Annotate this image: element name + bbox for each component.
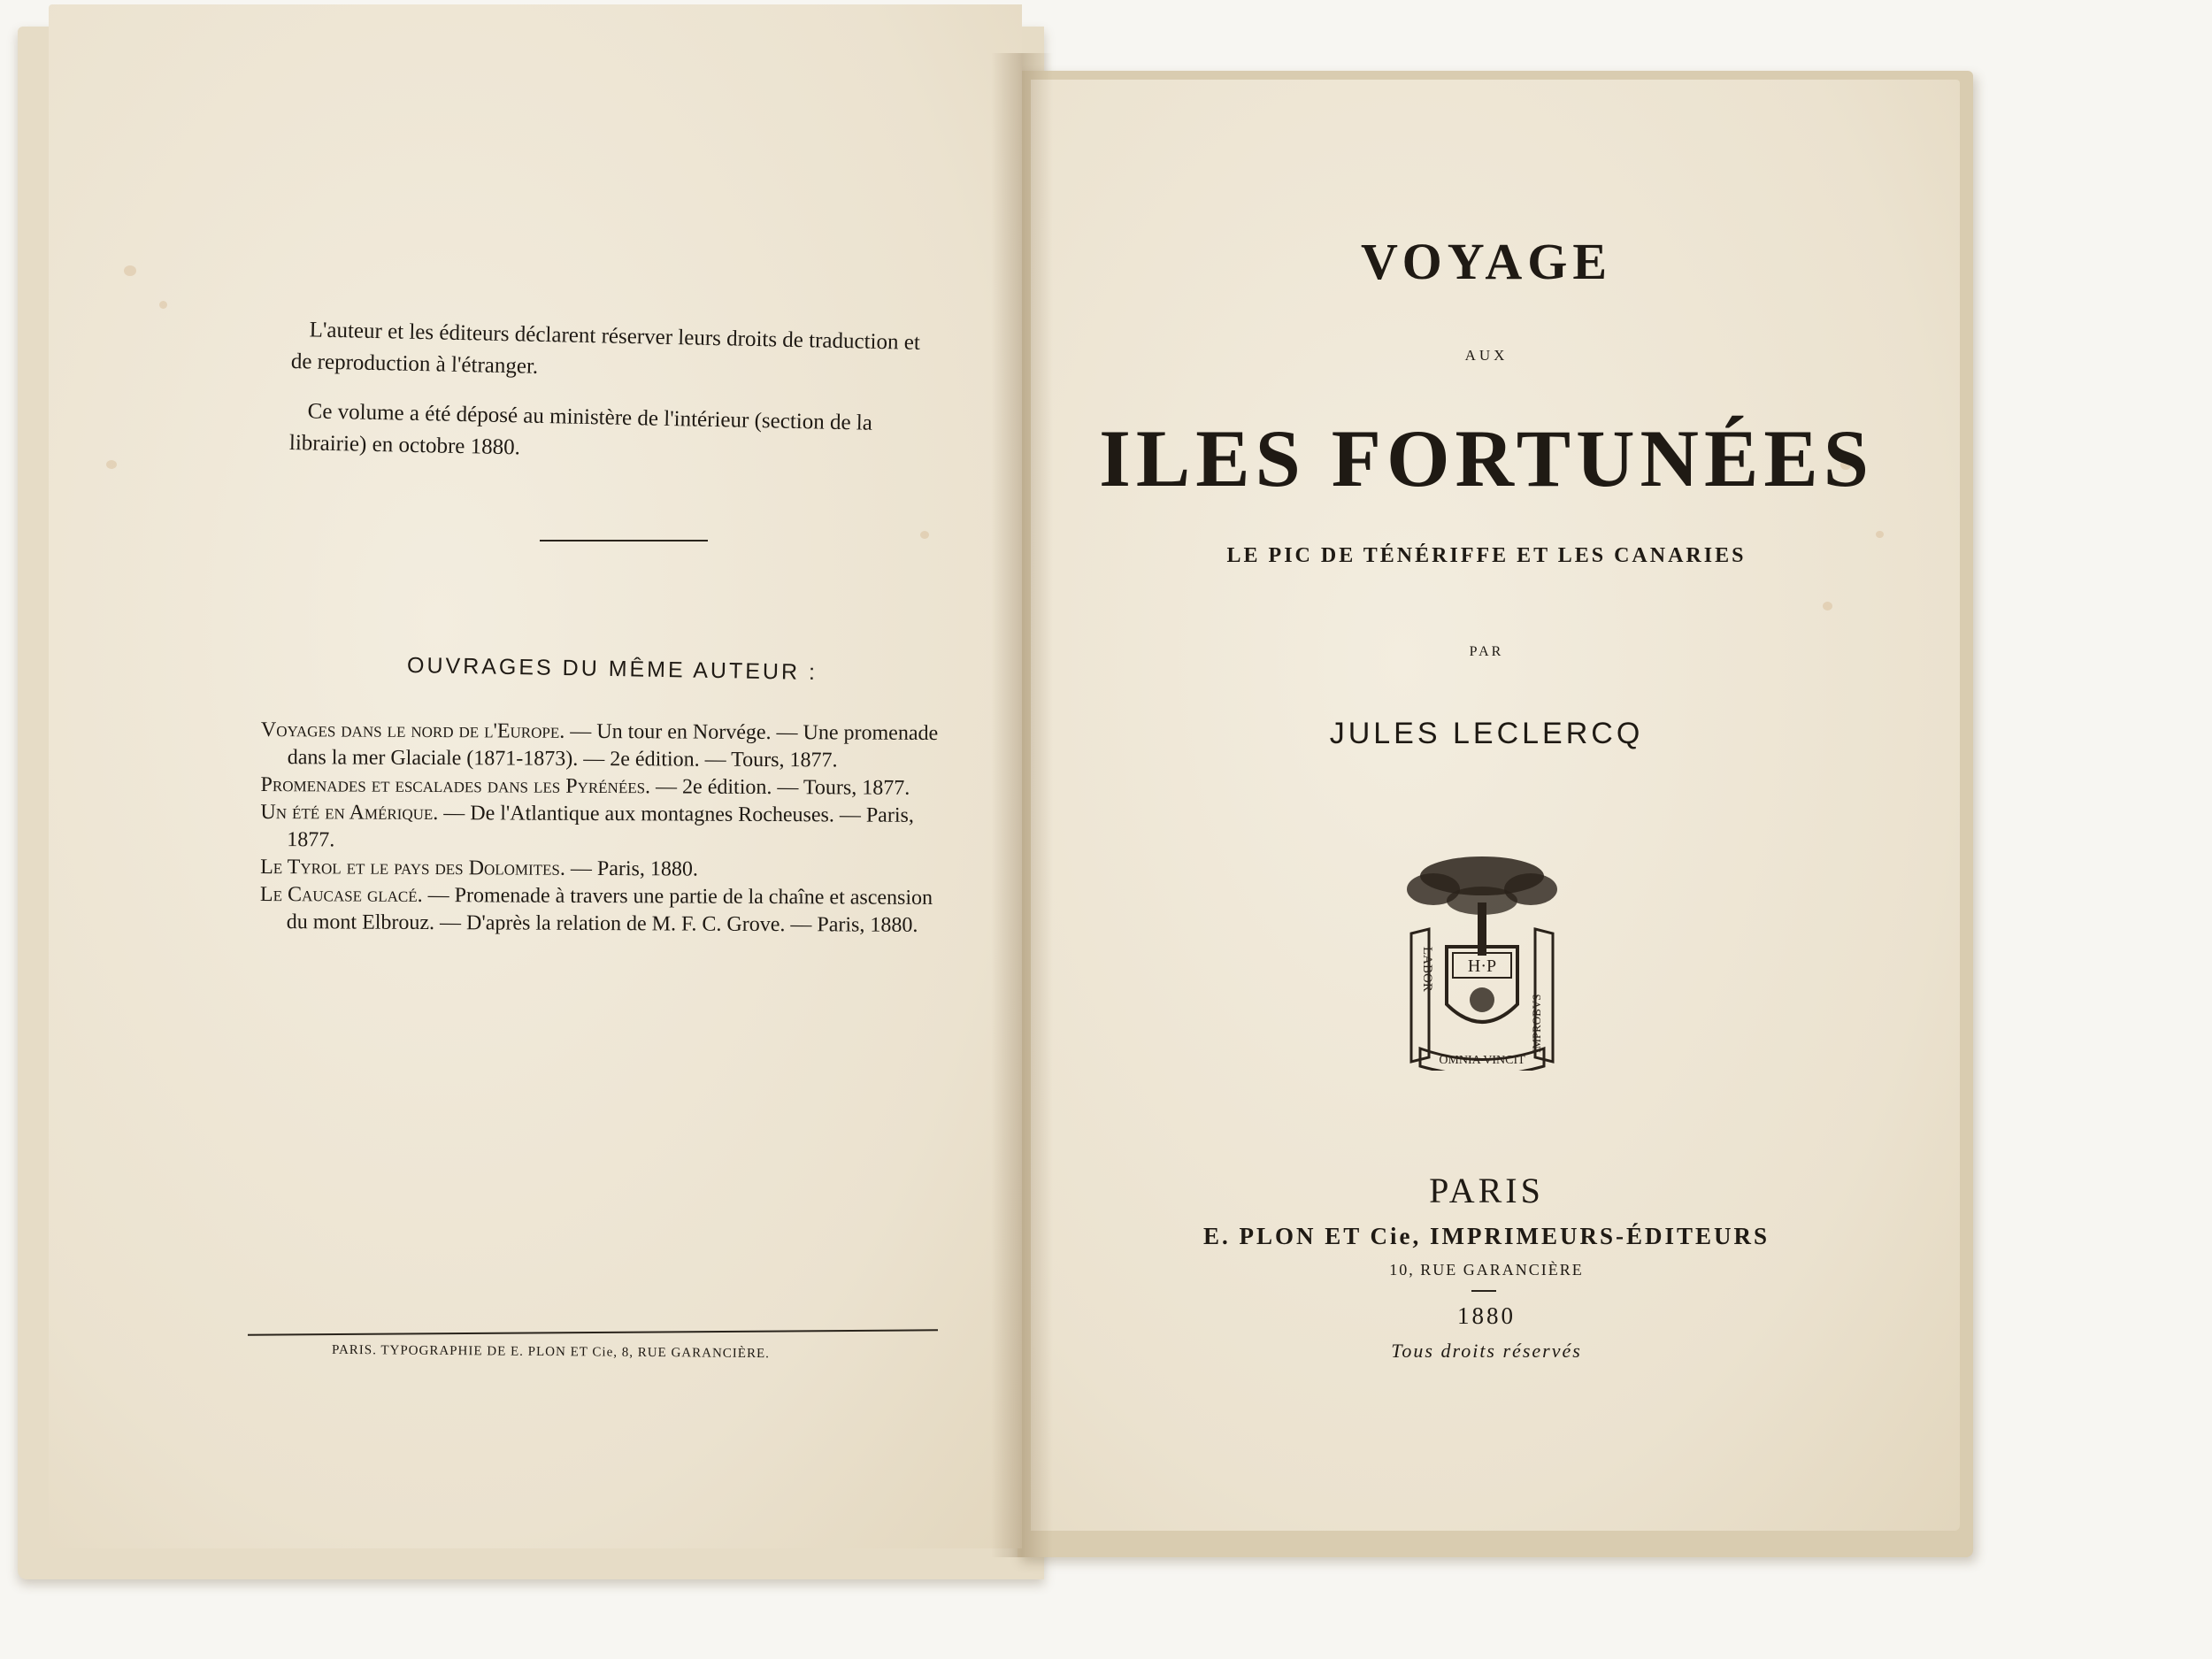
printer-mark-tree-icon (1398, 849, 1566, 1071)
author-name: JULES LECLERCQ (1329, 717, 1644, 750)
notice-paragraph: L'auteur et les éditeurs déclarent réserver leurs droits de traduction et de reproduction à l'étranger. (290, 318, 921, 379)
rights-notice (288, 314, 947, 490)
banner-right-text: IMPROBVS (1530, 994, 1543, 1053)
work-details: — Un tour en Norvége. — Une promenade dans la mer Glaciale (1871-1873). — 2e édition. — Tours, 1877. (287, 719, 939, 772)
foxing-stain (1876, 531, 1884, 538)
monogram-text: H·P (1467, 956, 1497, 976)
works-heading: OUVRAGES DU MÊME AUTEUR : (406, 652, 818, 686)
year-rule (1471, 1290, 1496, 1292)
publisher-address: 10, RUE GARANCIÈRE (1389, 1261, 1584, 1279)
work-details: — 2e édition. — Tours, 1877. (650, 775, 910, 800)
subtitle: LE PIC DE TÉNÉRIFFE ET LES CANARIES (1226, 544, 1747, 567)
works-list (260, 717, 960, 940)
by-label: PAR (1469, 644, 1504, 659)
title-connector: AUX (1464, 347, 1509, 364)
work-details: — Paris, 1880. (565, 856, 698, 881)
foxing-stain (920, 531, 929, 539)
rights-statement: Tous droits réservés (1391, 1340, 1582, 1362)
foxing-stain (124, 265, 136, 276)
main-title: ILES FORTUNÉES (1099, 413, 1874, 503)
work-details: — Promenade à travers une partie de la chaîne et ascension du mont Elbrouz. — D'après la relation de M. F. C. Grove. — Paris, 1880. (286, 883, 933, 937)
title-line-1: VOYAGE (1360, 233, 1613, 290)
list-item (260, 799, 959, 857)
publisher: E. PLON ET Cie, IMPRIMEURS-ÉDITEURS (1202, 1223, 1770, 1249)
list-item (261, 717, 960, 775)
banner-bottom-text: OMNIA VINCIT (1439, 1054, 1525, 1067)
list-item (260, 854, 959, 885)
work-title: Un été en Amérique. (260, 800, 439, 826)
list-item (260, 881, 959, 940)
separator-rule (540, 540, 708, 541)
work-title: Le Caucase glacé. (259, 882, 423, 907)
work-details: — De l'Atlantique aux montagnes Rocheuses. — Paris, 1877. (287, 802, 914, 852)
foxing-stain (1823, 602, 1832, 611)
work-title: Voyages dans le nord de l'Europe. (260, 718, 565, 743)
work-title: Le Tyrol et le pays des Dolomites. (260, 855, 565, 880)
list-item (261, 772, 960, 803)
printer-colophon: PARIS. TYPOGRAPHIE DE E. PLON ET Cie, 8, RUE GARANCIÈRE. (331, 1342, 770, 1362)
work-title: Promenades et escalades dans les Pyrénées. (260, 772, 651, 799)
foxing-stain (159, 301, 167, 309)
notice-paragraph: Ce volume a été déposé au ministère de l'intérieur (section de la librairie) en octobre 1880. (288, 399, 873, 460)
publication-city: PARIS (1429, 1171, 1544, 1210)
banner-left-text: LABOR (1420, 947, 1434, 992)
publication-year: 1880 (1457, 1302, 1516, 1329)
foxing-stain (106, 460, 117, 469)
